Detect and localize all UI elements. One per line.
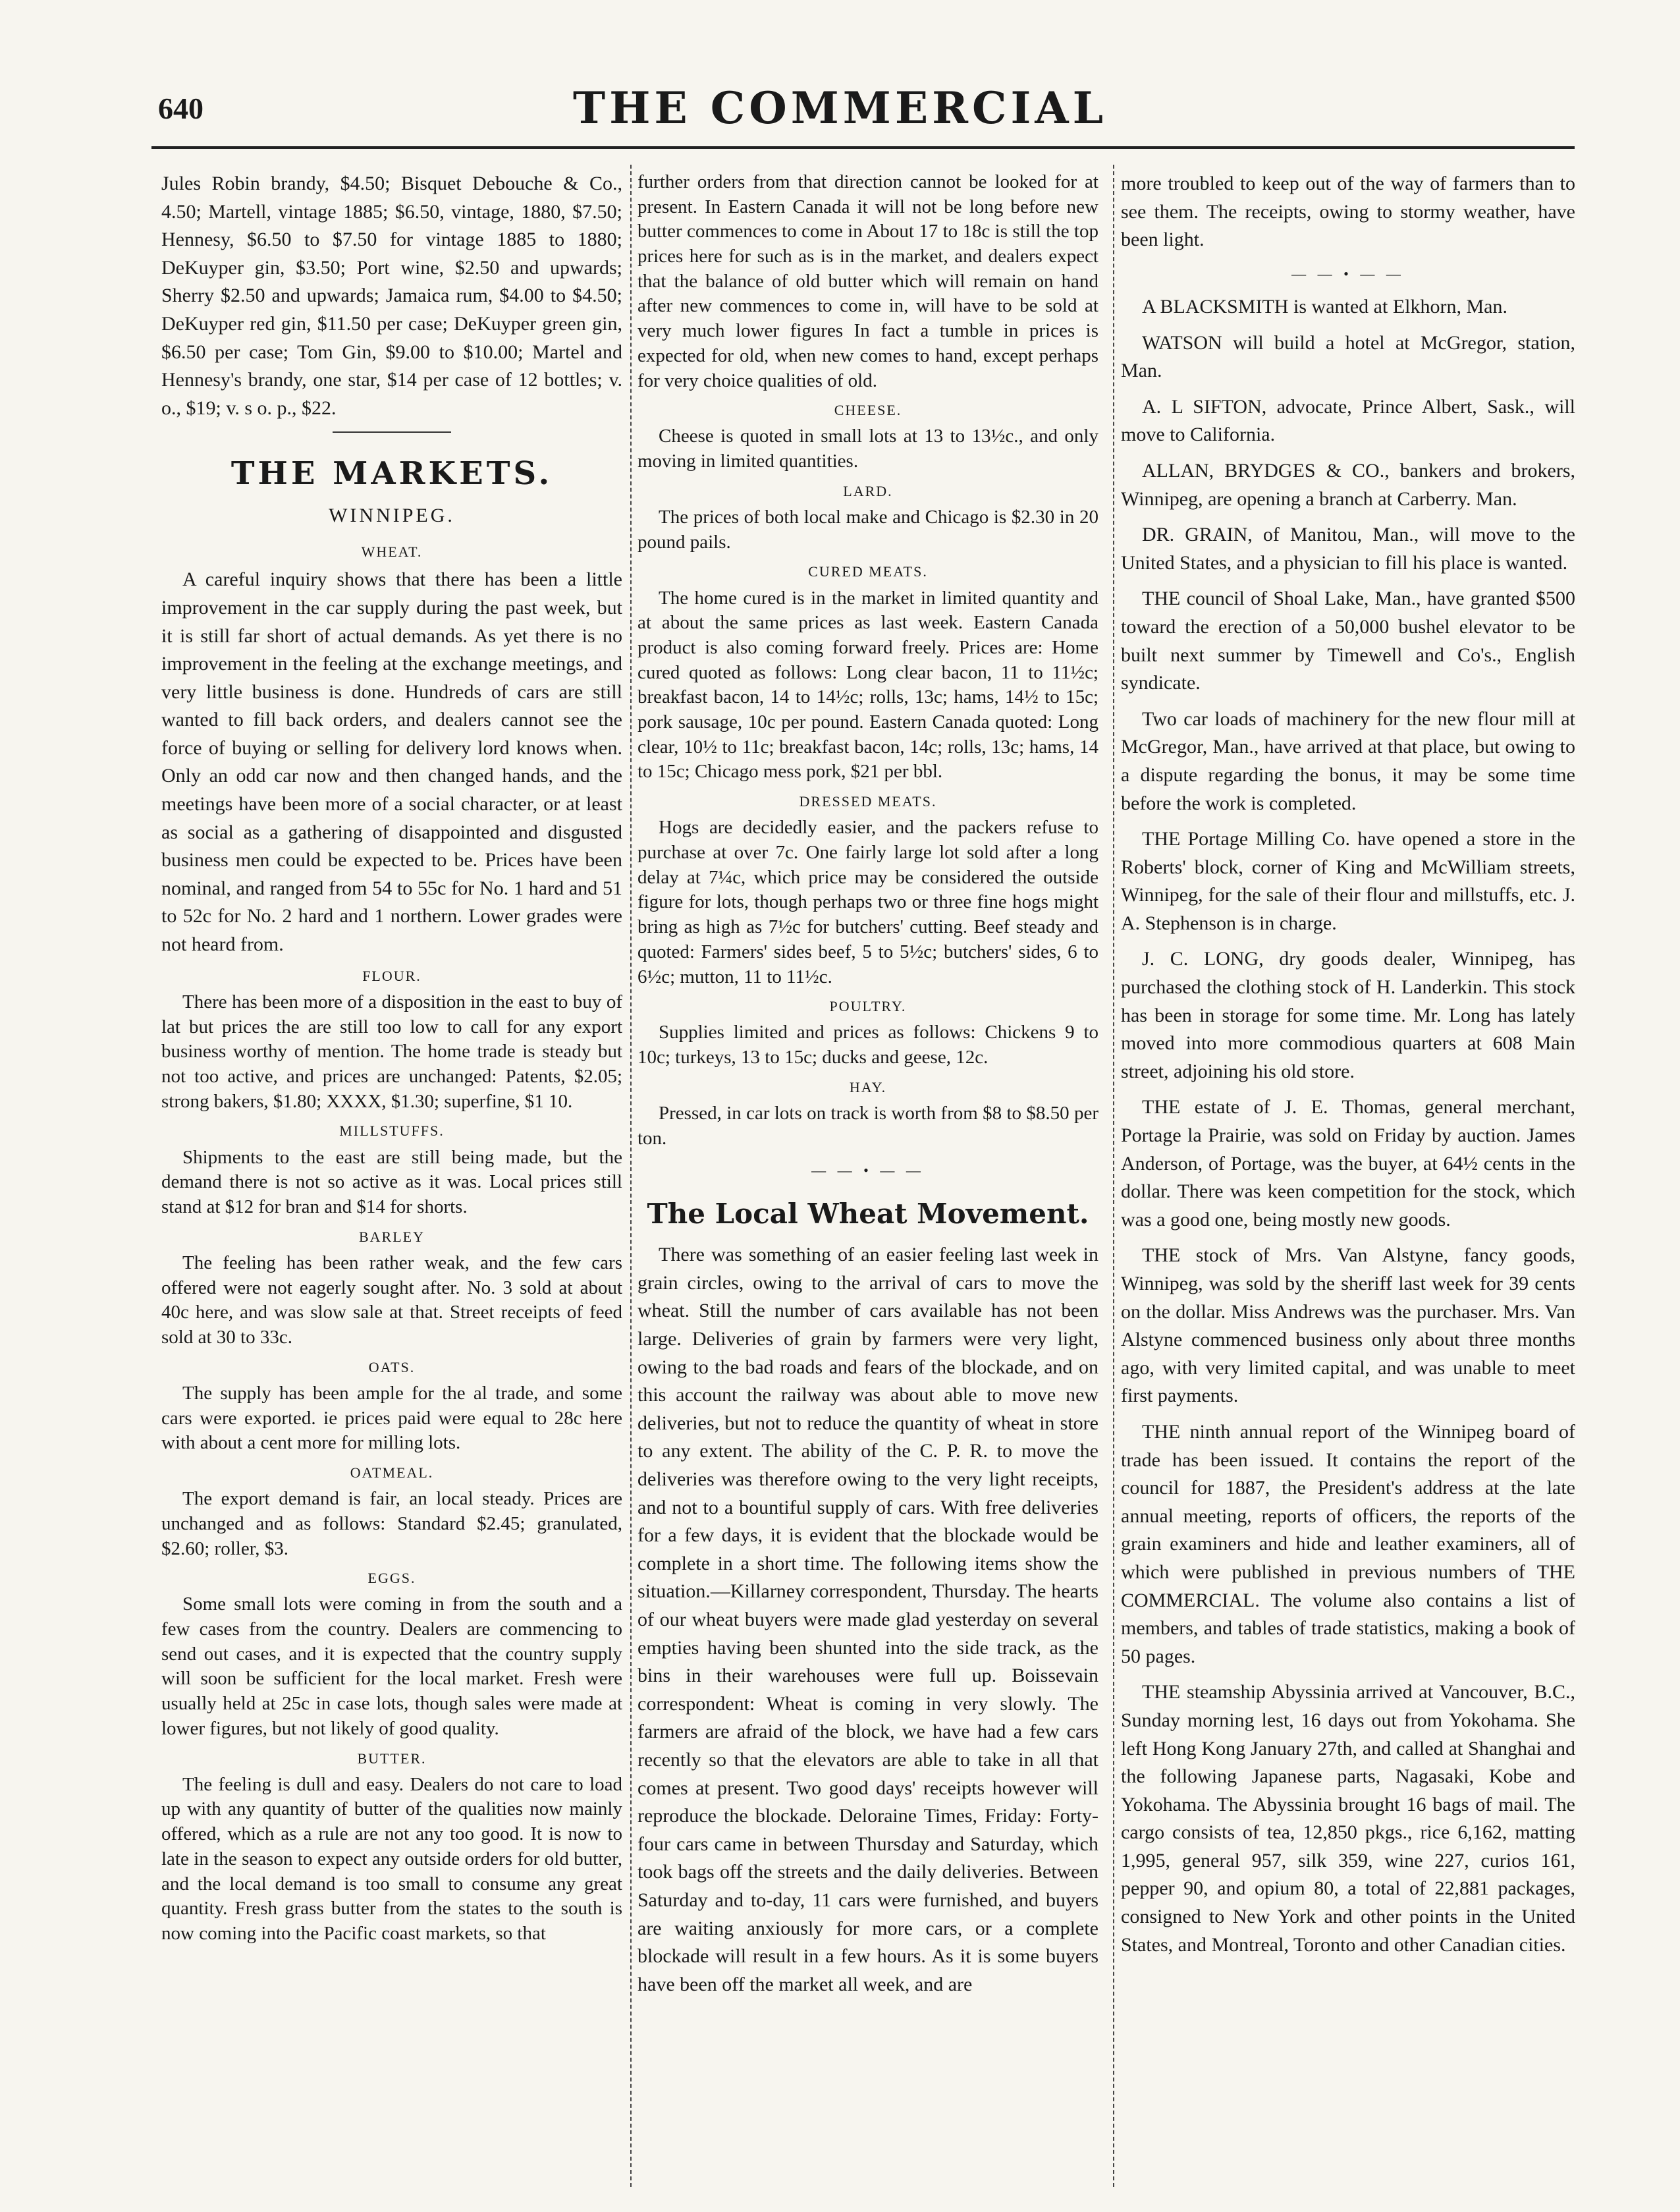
oats-subhead: OATS. xyxy=(368,1358,416,1375)
city-heading: WINNIPEG. xyxy=(329,504,455,526)
millstuffs-subhead: MILLSTUFFS. xyxy=(339,1122,445,1140)
page-number: 640 xyxy=(158,92,203,125)
wheat-subhead: WHEAT. xyxy=(361,543,423,561)
news-item: A BLACKSMITH is wanted at Elkhorn, Man. xyxy=(1142,296,1507,318)
millstuffs-text: Shipments to the east are still being made, but the demand there is not so active as it was. Local prices still stand at $12 for bran and $14 for shorts. xyxy=(161,1146,622,1217)
column-1 xyxy=(161,170,622,2179)
flour-text: There has been more of a disposition in the east to buy of lat but prices the are still too low to call for any export business worthy of mention. The home trade is steady but not too active, and prices are unchanged: Patents, $2.05; strong bakers, $1.80; XXXX, $1.30; superfine, $1 10. xyxy=(161,991,622,1112)
news-item: ALLAN, BRYDGES & CO., bankers and brokers, Winnipeg, are opening a branch at Carberry. Man. xyxy=(1121,459,1575,510)
poultry-text: Supplies limited and prices as follows: Chickens 9 to 10c; turkeys, 13 to 15c; ducks and geese, 12c. xyxy=(637,1022,1098,1068)
news-item: A. L SIFTON, advocate, Prince Albert, Sask., will move to California. xyxy=(1121,395,1575,446)
news-item: THE Portage Milling Co. have opened a store in the Roberts' block, corner of King and McWilliam streets, Winnipeg, for the sale of their flour and millstuffs, etc. J. A. Stephenson is in charge. xyxy=(1121,828,1575,934)
news-item: J. C. LONG, dry goods dealer, Winnipeg, has purchased the clothing stock of H. Landerkin. This stock has been in storage for some time. Mr. Long has lately moved into more commodious quarters at 608 Main street, adjoining his old store. xyxy=(1121,948,1575,1082)
news-item: Two car loads of machinery for the new flour mill at McGregor, Man., have arrived at that place, but owing to a dispute regarding the bonus, it may be some time before the work is completed. xyxy=(1121,707,1575,814)
dressed-meats-text: Hogs are decidedly easier, and the packers refuse to purchase at over 7c. One fairly large lot sold after a long delay at 7¼c, which price may be considered the outside figure for lots, though perhaps two or three fine hogs might bring as high as 7½c for butchers' cutting. Beef steady and quoted: Farmers' sides beef, 5 to 5½c; butchers' sides, 6 to 6½c; mutton, 11 to 11½c. xyxy=(637,817,1098,987)
news-item: THE estate of J. E. Thomas, general merchant, Portage la Prairie, was sold on Friday by auction. James Anderson, of Portage, was the buyer, at 64½ cents in the dollar. There was keen competition for the stock, which was a good one, being mostly new goods. xyxy=(1121,1096,1575,1230)
column-divider xyxy=(630,165,632,2187)
hay-subhead: HAY. xyxy=(849,1078,887,1095)
cured-meats-subhead: CURED MEATS. xyxy=(808,563,928,580)
barley-text: The feeling has been rather weak, and the few cars offered were not eagerly sought after. No. 3 sold at about 40c here, and was slow sale at that. Street receipts of feed sold at 30 to 33c. xyxy=(161,1252,622,1348)
section-rule xyxy=(333,431,451,433)
liquor-price-list: Jules Robin brandy, $4.50; Bisquet Debouche & Co., 4.50; Martell, vintage 1885; $6.50, vintage, 1880, $7.50; Hennesy, $6.50 to $7.50 for vintage 1885 to 1880; DeKuyper gin, $3.50; Port wine, $2.50 and upwards; Sherry $2.50 and upwards; Jamaica rum, $4.00 to $4.50; DeKuyper red gin, $11.50 per case; DeKuyper green gin, $6.50 per case; Tom Gin, $9.00 to $10.00; Martel and Hennesy's brandy, one star, $14 per case of 12 bottles; v. o., $19; v. s o. p., $22. xyxy=(161,173,622,419)
wheat-text: A careful inquiry shows that there has been a little improvement in the car supply during the past week, but it is still far short of actual demands. As yet there is no improvement in the feeling at the exchange meetings, and very little business is done. Hundreds of cars are still wanted to fill back orders, and dealers cannot see the force of buying or selling for delivery lord knows when. Only an odd car now and then changed hands, and the meetings have been more of a social character, or at least as social as a gathering of disappointed and disgusted business men could be expected to be. Prices have been nominal, and ranged from 54 to 55c for No. 1 hard and 51 to 52c for No. 2 hard and 1 northern. Lower grades were not heard from. xyxy=(161,568,622,956)
news-item: THE steamship Abyssinia arrived at Vancouver, B.C., Sunday morning lest, 16 days out from Yokohama. She left Hong Kong January 27th, and called at Shanghai and the following Japanese parts, Nagasaki, Kobe and Yokohama. The Abyssinia brought 16 bags of mail. The cargo consists of tea, 12,850 pkgs., rice 6,162, matting 1,995, general 957, silk 359, wine 227, curios 161, pepper 90, and opium 80, a total of 22,881 packages, consigned to New York and other points in the United States, and Montreal, Toronto and other Canadian cities. xyxy=(1121,1681,1575,1956)
eggs-text: Some small lots were coming in from the south and a few cases from the country. Dealers are commencing to send out cases, and it is expected that the country supply will soon be sufficient for the local market. Fresh were usually held at 25c in case lots, though sales were made at lower figures, but not likely of good quality. xyxy=(161,1593,622,1739)
news-item: THE council of Shoal Lake, Man., have granted $500 toward the erection of a 50,000 bushel elevator to be built next summer by Timewell and Co's., English syndicate. xyxy=(1121,588,1575,694)
butter-continued: further orders from that direction cannot be looked for at present. In Eastern Canada it will not be long before new butter commences to come in About 17 to 18c is still the top prices here for such as is in the market, and dealers expect that the balance of old butter which will remain on hand after new commences to come in, will have to be sold at very much lower figures In fact a tumble in prices is expected for old, when new comes to hand, except perhaps for very choice qualities of old. xyxy=(637,171,1098,391)
oats-text: The supply has been ample for the al trade, and some cars were exported. ie prices paid were equal to 28c here with about a cent more for milling lots. xyxy=(161,1382,622,1454)
column-3 xyxy=(1121,170,1575,2179)
column-2 xyxy=(637,170,1098,2179)
section-separator: — — • — — xyxy=(1291,265,1405,282)
local-wheat-text: There was something of an easier feeling last week in grain circles, owing to the arrival of cars to move the wheat. Still the number of cars available has not been large. Deliveries of grain by farmers were very light, owing to the bad roads and fears of the blockade, and on this account the railway was about able to move new deliveries, but not to reduce the quantity of wheat in store to any extent. The ability of the C. P. R. to move the deliveries was therefore owing to the very light receipts, and not to a bountiful supply of cars. With free deliveries for a few days, it is evident that the blockade would be complete in a short time. The following items show the situation.—Killarney correspondent, Thursday. The hearts of our wheat buyers were made glad yesterday on several empties having been shunted into the side track, as the bins in their warehouses were full up. Boissevain correspondent: Wheat is coming in very slowly. The farmers are afraid of the block, we have had a few cars recently so that the elevators are able to take in all that comes at present. Two good days' receipts however will reproduce the blockade. Deloraine Times, Friday: Forty-four cars came in between Thursday and Saturday, which took bags off the streets and the daily deliveries. Between Saturday and to-day, 11 cars were furnished, and buyers are waiting anxiously for more cars, or a complete blockade will result in a few hours. As it is some buyers have been off the market all week, and are xyxy=(637,1244,1098,1995)
masthead-rule xyxy=(151,146,1575,149)
hay-text: Pressed, in car lots on track is worth from $8 to $8.50 per ton. xyxy=(637,1103,1098,1149)
lard-text: The prices of both local make and Chicago is $2.30 in 20 pound pails. xyxy=(637,507,1098,553)
cheese-subhead: CHEESE. xyxy=(834,402,902,419)
news-item: THE stock of Mrs. Van Alstyne, fancy goods, Winnipeg, was sold by the sheriff last week for 39 cents on the dollar. Miss Andrews was the purchaser. Mrs. Van Alstyne commenced business only about three months ago, with very limited capital, and was unable to meet first payments. xyxy=(1121,1244,1575,1407)
cheese-text: Cheese is quoted in small lots at 13 to 13½c., and only moving in limited quantities. xyxy=(637,426,1098,472)
news-item: THE ninth annual report of the Winnipeg board of trade has been issued. It contains the report of the council for 1887, the President's address at the late annual meeting, reports of officers, the reports of the grain examiners and hide and leather examiners, all of which were published in previous numbers of THE COMMERCIAL. The volume also contains a list of members, and tables of trade statistics, making a book of 50 pages. xyxy=(1121,1420,1575,1667)
local-wheat-heading: The Local Wheat Movement. xyxy=(647,1197,1089,1230)
oatmeal-text: The export demand is fair, an local steady. Prices are unchanged and as follows: Standard $2.45; granulated, $2.60; roller, $3. xyxy=(161,1488,622,1559)
butter-subhead: BUTTER. xyxy=(357,1750,427,1767)
flour-subhead: FLOUR. xyxy=(362,967,421,984)
butter-text: The feeling is dull and easy. Dealers do not care to load up with any quantity of butter of the qualities now mainly offered, which as a rule are not any too good. It is now to late in the season to expect any outside orders for old butter, and the local demand is too small to consume any great quantity. Fresh grass butter from the states to the south is now coming into the Pacific coast markets, so that xyxy=(161,1773,622,1944)
column-divider xyxy=(1113,165,1114,2187)
dressed-meats-subhead: DRESSED MEATS. xyxy=(799,793,937,810)
eggs-subhead: EGGS. xyxy=(367,1570,416,1587)
oatmeal-subhead: OATMEAL. xyxy=(350,1464,434,1481)
section-separator: — — • — — xyxy=(811,1162,925,1179)
local-wheat-continued: more troubled to keep out of the way of farmers than to see them. The receipts, owing to stormy weather, have been light. xyxy=(1121,173,1575,251)
barley-subhead: BARLEY xyxy=(359,1228,425,1245)
cured-meats-text: The home cured is in the market in limited quantity and at about the same prices as last week. Eastern Canada product is also coming forward freely. Prices are: Home cured quoted as follows: Long clear bacon, 11 to 11½c; breakfast bacon, 14 to 14½c; rolls, 13c; hams, 14½ to 15c; pork sausage, 10c per pound. Eastern Canada quoted: Long clear, 10½ to 11c; breakfast bacon, 14c; rolls, 13c; hams, 14 to 15c; Chicago mess pork, $21 per bbl. xyxy=(637,587,1098,783)
poultry-subhead: POULTRY. xyxy=(829,998,907,1015)
news-item: WATSON will build a hotel at McGregor, station, Man. xyxy=(1121,331,1575,382)
markets-heading: THE MARKETS. xyxy=(230,455,553,493)
lard-subhead: LARD. xyxy=(843,482,893,499)
masthead-title: THE COMMERCIAL xyxy=(572,82,1108,134)
news-item: DR. GRAIN, of Manitou, Man., will move to the United States, and a physician to fill his place is wanted. xyxy=(1121,524,1575,574)
